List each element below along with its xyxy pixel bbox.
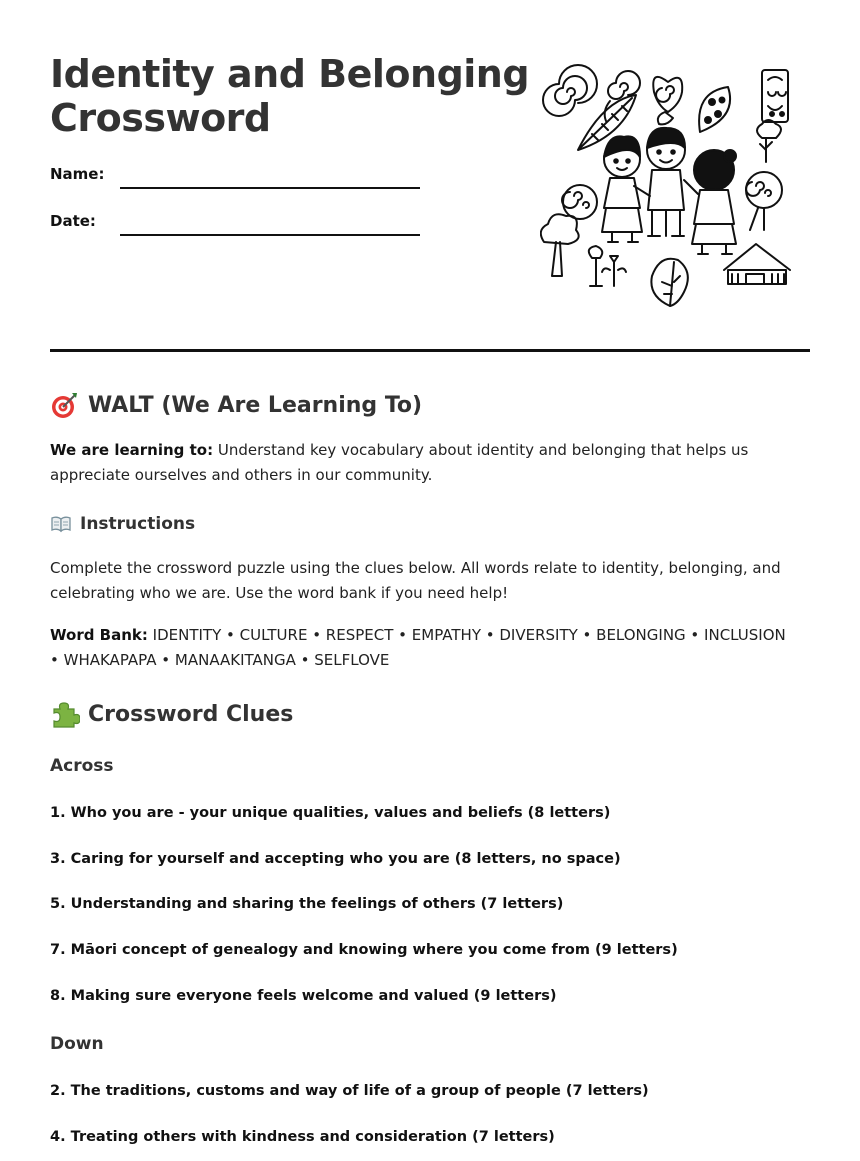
name-field[interactable]	[120, 187, 420, 189]
across-clue-8: 8. Making sure everyone feels welcome and valued (9 letters)	[50, 988, 557, 1004]
tree-icon	[541, 214, 579, 276]
small-leaf-icon	[658, 112, 673, 124]
patterned-leaf-icon	[699, 87, 730, 132]
word-bank-label: Word Bank:	[50, 626, 148, 644]
flower-sprouts-icon	[589, 246, 626, 286]
across-clue-3: 3. Caring for yourself and accepting who you are (8 letters, no space)	[50, 851, 621, 867]
title-line-1: Identity and Belonging	[50, 52, 530, 96]
small-tree-icon	[757, 120, 781, 162]
clues-heading-text: Crossword Clues	[88, 701, 294, 727]
word-bank	[50, 623, 790, 673]
boy-figure-icon	[647, 128, 698, 236]
koru-ball-icon	[562, 185, 597, 219]
across-clue-1: 1. Who you are - your unique qualities, values and beliefs (8 letters)	[50, 805, 611, 821]
word-bank-words: IDENTITY • CULTURE • RESPECT • EMPATHY • DIVERSITY • BELONGING • INCLUSION • WHAKAPAPA • MANAAKITANGA • SELFLOVE	[50, 626, 786, 669]
walt-paragraph	[50, 438, 790, 488]
date-label: Date:	[50, 212, 96, 230]
puzzle-piece-icon	[50, 699, 80, 729]
clues-heading	[50, 699, 293, 729]
page-title	[50, 52, 529, 140]
girl-back-figure-icon	[692, 150, 736, 254]
walt-text: Understand key vocabulary about identity and belonging that helps us appreciate ourselves and others in our community.	[50, 441, 749, 484]
title-line-2: Crossword	[50, 96, 271, 140]
down-clue-2: 2. The traditions, customs and way of life of a group of people (7 letters)	[50, 1083, 649, 1099]
down-heading: Down	[50, 1034, 104, 1054]
across-heading: Across	[50, 756, 114, 776]
girl-figure-icon	[602, 136, 650, 242]
across-clue-5: 5. Understanding and sharing the feelings of others (7 letters)	[50, 896, 564, 912]
instructions-text: Complete the crossword puzzle using the clues below. All words relate to identity, belonging, and celebrating who we are. Use the word bank if you need help!	[50, 559, 781, 602]
walt-heading	[50, 390, 422, 420]
carved-panel-icon	[762, 70, 788, 122]
instructions-heading	[50, 513, 195, 535]
target-icon	[50, 390, 80, 420]
date-field[interactable]	[120, 234, 420, 236]
instructions-heading-text: Instructions	[80, 514, 196, 534]
children-illustration	[540, 62, 800, 312]
koru-heart-icon	[653, 77, 682, 112]
round-leaf-icon	[651, 259, 687, 306]
book-icon	[50, 513, 72, 535]
down-clue-4: 4. Treating others with kindness and consideration (7 letters)	[50, 1129, 555, 1145]
across-clue-7: 7. Māori concept of genealogy and knowing where you come from (9 letters)	[50, 942, 678, 958]
koru-tree-icon	[746, 172, 782, 230]
section-divider	[50, 349, 810, 352]
name-label: Name:	[50, 165, 105, 183]
walt-lead: We are learning to:	[50, 441, 214, 459]
koru-spiral-icon	[543, 65, 597, 116]
walt-heading-text: WALT (We Are Learning To)	[88, 392, 423, 418]
wharenui-icon	[724, 244, 790, 284]
